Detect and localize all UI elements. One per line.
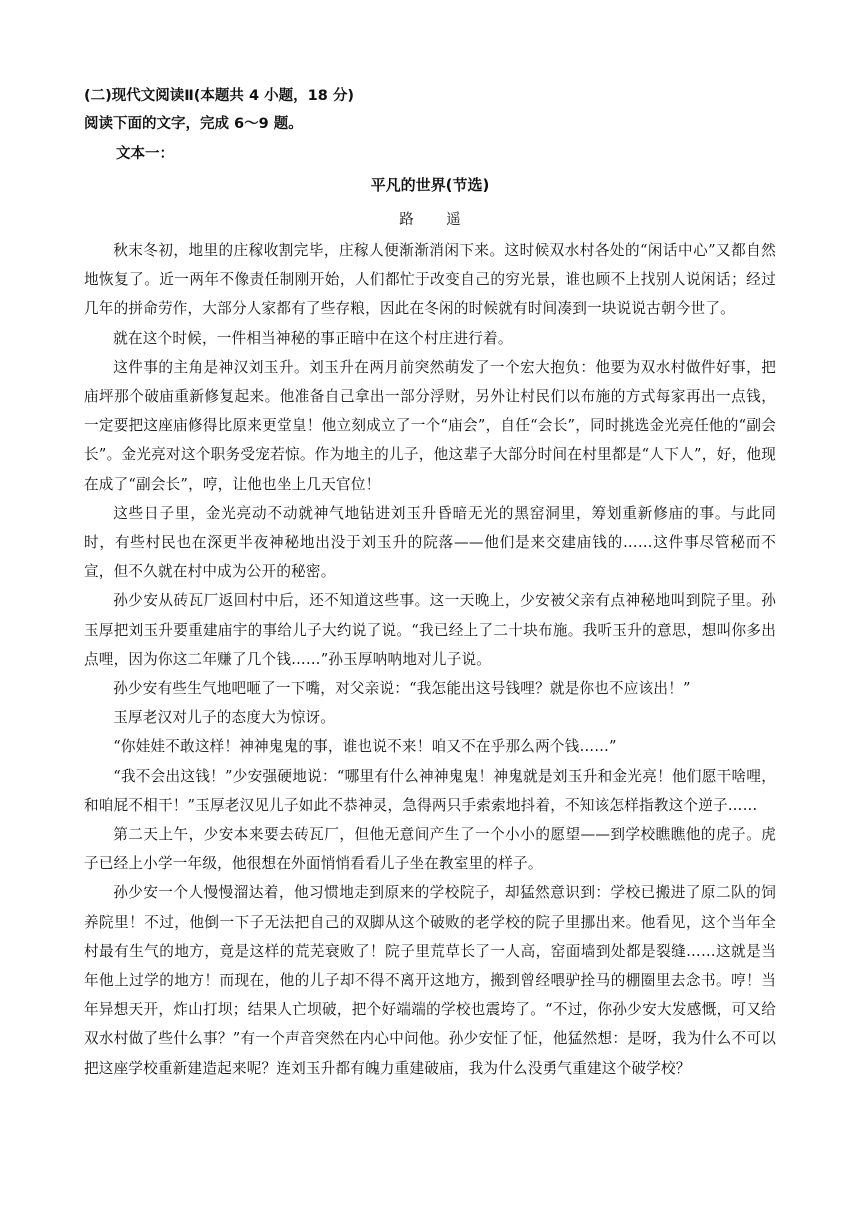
paragraph: 秋末冬初，地里的庄稼收割完毕，庄稼人便渐渐消闲下来。这时候双水村各处的“闲话中心”又都自然地恢复了。近一两年不像责任制刚开始，人们都忙于改变自己的穷光景，谁也顾不上找别人说闲话；经过几年的拼命劳作，大部分人家都有了些存粮，因此在冬闲的时候就有时间凑到一块说说古朝今世了。 (84, 242, 776, 318)
paragraph: 这些日子里，金光亮动不动就神气地钻进刘玉升昏暗无光的黑窑洞里，筹划重新修庙的事。与此同时，有些村民也在深更半夜神秘地出没于刘玉升的院落——他们是来交建庙钱的……这件事尽管秘而不宣，但不久就在村中成为公开的秘密。 (84, 504, 776, 581)
paragraph: 玉厚老汉对儿子的态度大为惊讶。 (113, 709, 336, 727)
article-author: 路 遥 (399, 212, 475, 228)
paragraph: 就在这个时候，一件相当神秘的事正暗中在这个村庄进行着。 (113, 329, 513, 347)
article-body (84, 236, 776, 1083)
paragraph: 孙少安有些生气地吧咂了一下嘴，对父亲说：“我怎能出这号钱哩？就是你也不应该出！” (113, 680, 691, 698)
paragraph: “你娃娃不敢这样！神神鬼鬼的事，谁也说不来！咱又不在乎那么两个钱……” (113, 738, 617, 756)
section-heading: (二)现代文阅读Ⅱ(本题共 4 小题，18 分) (84, 88, 354, 104)
paragraph: 这件事的主角是神汉刘玉升。刘玉升在两月前突然萌发了一个宏大抱负：他要为双水村做件好事，把庙坪那个破庙重新修复起来。他准备自己拿出一部分浮财，另外让村民们以布施的方式每家再出一点钱，一定要把这座庙修得比原来更堂皇！他立刻成立了一个“庙会”，自任“会长”，同时挑选金光亮任他的“副会长”。金光亮对这个职务受宠若惊。作为地主的儿子，他这辈子大部分时间在村里都是“人下人”，好，他现在成了“副会长”，哼，让他也坐上几天官位！ (84, 358, 776, 493)
paragraph: 孙少安从砖瓦厂返回村中后，还不知道这些事。这一天晚上，少安被父亲有点神秘地叫到院子里。孙玉厚把刘玉升要重建庙宇的事给儿子大约说了说。“我已经上了二十块布施。我听玉升的意思，想叫你多出点哩，因为你这二年赚了几个钱……”孙玉厚呐呐地对儿子说。 (84, 592, 776, 668)
paragraph: 孙少安一个人慢慢溜达着，他习惯地走到原来的学校院子，却猛然意识到：学校已搬进了原二队的饲养院里！不过，他倒一下子无法把自己的双脚从这个破败的老学校的院子里挪出来。他看见，这个当年全村最有生气的地方，竟是这样的荒芜衰败了！院子里荒草长了一人高，窑面墙到处都是裂缝……这就是当年他上过学的地方！而现在，他的儿子却不得不离开这地方，搬到曾经喂驴拴马的棚圈里去念书。哼！当年异想天开，炸山打坝；结果人亡坝破，把个好端端的学校也震垮了。“不过，你孙少安大发感慨，可又给双水村做了些什么事？”有一个声音突然在内心中问他。孙少安怔了怔，他猛然想：是呀，我为什么不可以把这座学校重新建造起来呢？连刘玉升都有魄力重建破庙，我为什么没勇气重建这个破学校？ (84, 884, 776, 1077)
paragraph: 第二天上午，少安本来要去砖瓦厂，但他无意间产生了一个小小的愿望——到学校瞧瞧他的虎子。虎子已经上小学一年级，他很想在外面悄悄看看儿子坐在教室里的样子。 (84, 826, 776, 873)
reading-instruction: 阅读下面的文字，完成 6～9 题。 (84, 116, 303, 132)
article-title: 平凡的世界(节选) (370, 176, 490, 194)
text-label: 文本一： (116, 146, 174, 162)
paragraph: “我不会出这钱！”少安强硬地说：“哪里有什么神神鬼鬼！神鬼就是刘玉升和金光亮！他们愿干啥哩，和咱屁不相干！”玉厚老汉见儿子如此不恭神灵，急得两只手索索地抖着，不知该怎样指教这个逆子…… (84, 767, 776, 814)
